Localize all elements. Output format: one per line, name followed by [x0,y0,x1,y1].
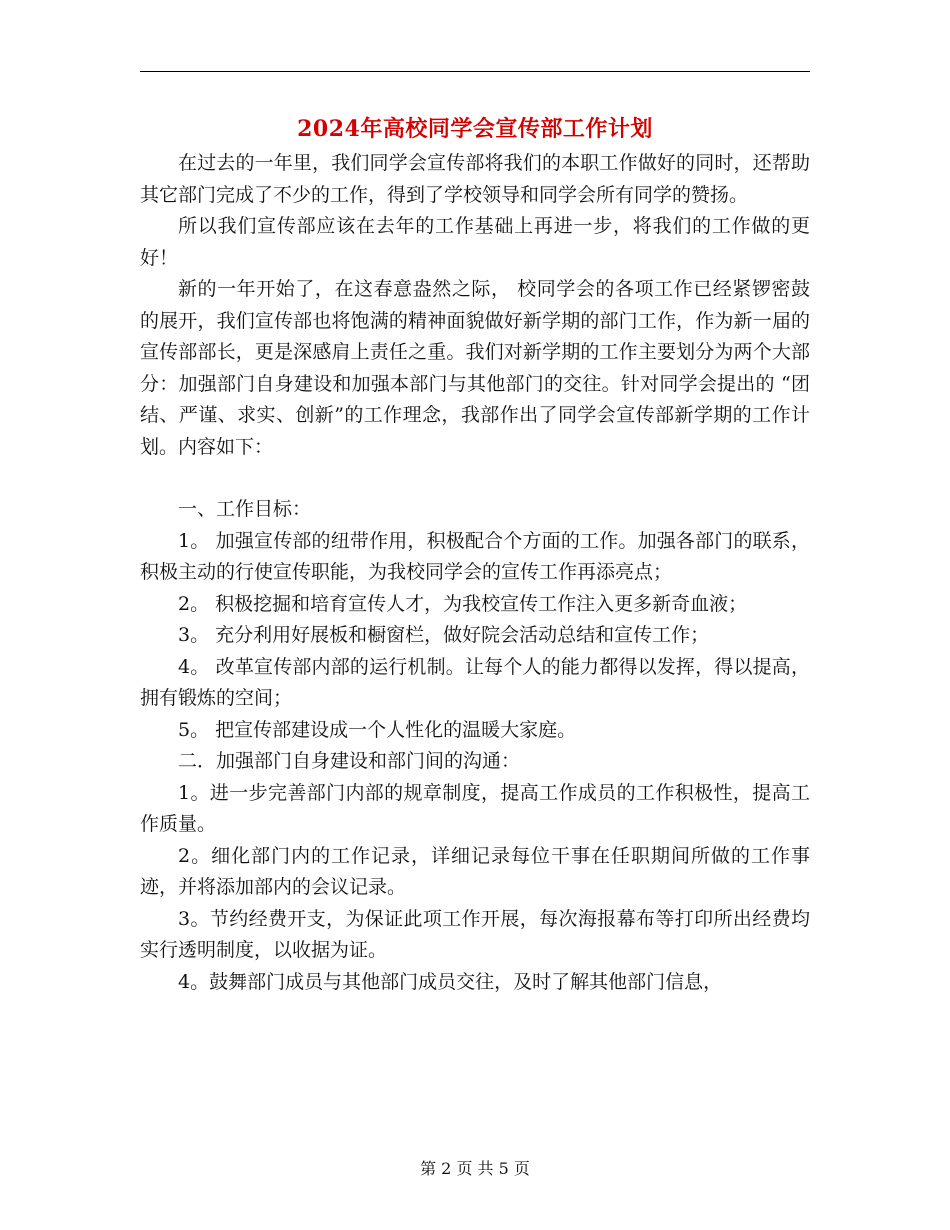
paragraph-intro: 在过去的一年里，我们同学会宣传部将我们的本职工作做好的同时，还帮助其它部门完成了不少的工作，得到了学校领导和同学会所有同学的赞扬。 [140,152,810,206]
objective-item-1: 1。 加强宣传部的纽带作用，积极配合个方面的工作。加强各部门的联系，积极主动的行使宣传职能，为我校同学会的宣传工作再添亮点； [140,529,810,583]
header-rule [140,71,810,72]
communication-item-1: 1。进一步完善部门内部的规章制度，提高工作成员的工作积极性，提高工作质量。 [140,781,810,835]
communication-item-3: 3。节约经费开支，为保证此项工作开展，每次海报幕布等打印所出经费均实行透明制度，以收据为证。 [140,907,810,961]
section-heading-communication: 二．加强部门自身建设和部门间的沟通： [178,750,521,772]
paragraph-goal: 所以我们宣传部应该在去年的工作基础上再进一步，将我们的工作做的更好！ [140,215,810,269]
document-title: 2024年高校同学会宣传部工作计划 [297,116,653,142]
objective-item-4: 4。 改革宣传部内部的运行机制。让每个人的能力都得以发挥，得以提高，拥有锻炼的空间； [140,655,810,709]
objective-item-2: 2。 积极挖掘和培育宣传人才，为我校宣传工作注入更多新奇血液； [178,592,748,615]
document-body [140,148,810,998]
paragraph-gap [140,463,810,494]
paragraph-context: 新的一年开始了，在这春意盎然之际， 校同学会的各项工作已经紧锣密鼓的展开，我们宣传部也将饱满的精神面貌做好新学期的部门工作，作为新一届的宣传部部长，更是深感肩上责任之重。我们对新学期的工作主要划分为两个大部分：加强部门自身建设和加强本部门与其他部门的交往。针对同学会提出的 “团结、严谨、求实、创新”的工作理念，我部作出了同学会宣传部新学期的工作计划。内容如下： [140,278,810,458]
section-heading-objectives: 一、工作目标： [178,498,312,520]
page-number-footer: 第 2 页 共 5 页 [420,1159,530,1178]
objective-item-3: 3。 充分利用好展板和橱窗栏，做好院会活动总结和宣传工作； [178,624,710,646]
objective-item-5: 5。 把宣传部建设成一个人性化的温暖大家庭。 [178,718,577,741]
communication-item-2: 2。细化部门内的工作记录，详细记录每位干事在任职期间所做的工作事迹，并将添加部内的会议记录。 [140,844,810,898]
communication-item-4: 4。鼓舞部门成员与其他部门成员交往，及时了解其他部门信息， [178,970,723,993]
